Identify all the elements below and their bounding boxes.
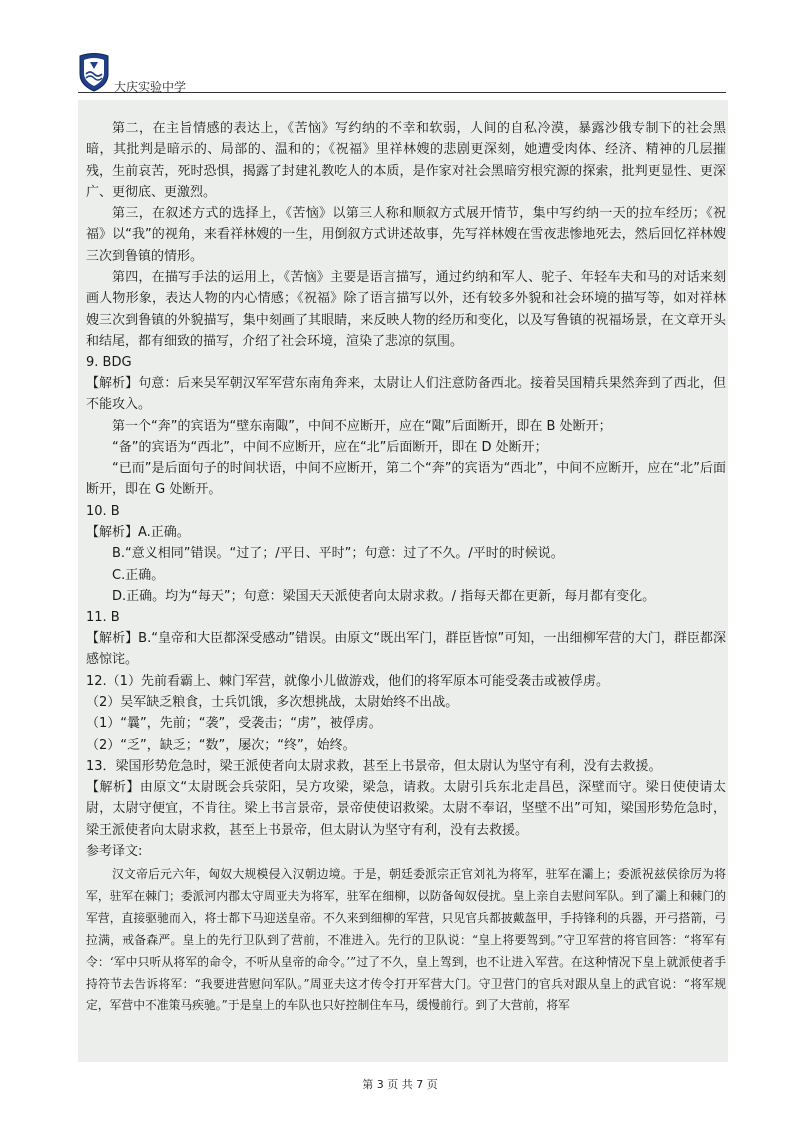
answer-12-2: （2）吴军缺乏粮食，士兵饥饿，多次想挑战，太尉始终不出战。 [86, 695, 459, 710]
explanation-10-c: C.正确。 [112, 568, 165, 583]
explanation-11: 【解析】B.“皇帝和大臣都深受感动”错误。由原文“既出军门，群臣皆惊”可知，一出细柳军营的大门，群臣都深感惊诧。 [86, 631, 726, 668]
answer-content [78, 100, 728, 1062]
explanation-13: 【解析】由原文“太尉既会兵荥阳，吴方攻梁，梁急，请救。太尉引兵东北走昌邑，深壁而守。梁日使使请太尉，太尉守便宜，不肯往。梁上书言景帝，景帝使使诏救梁。太尉不奉诏，坚壁不出”可知，梁国形势危急时，梁王派使者向太尉求救，甚至上书景帝，但太尉认为坚守有利，没有去救援。 [86, 780, 726, 838]
analysis-paragraph-4: 第四，在描写手法的运用上，《苦恼》主要是语言描写，通过约纳和军人、驼子、年轻车夫和马的对话来刻画人物形象，表达人物的内心情感；《祝福》除了语言描写以外，还有较多外貌和社会环境的描写等，如对祥林嫂三次到鲁镇的外貌描写，集中刻画了其眼睛，来反映人物的经历和变化，以及写鲁镇的祝福场景，在文章开头和结尾，都有细致的描写，介绍了社会环境，渲染了悲凉的氛围。 [86, 270, 726, 349]
answer-9: 9. BDG [86, 355, 132, 370]
translation-heading: 参考译文: [86, 844, 143, 859]
explanation-10-a: 【解析】A.正确。 [86, 525, 190, 540]
answer-12-1: 12.（1）先前看霸上、棘门军营，就像小儿做游戏，他们的将军原本可能受袭击或被俘虏。 [86, 674, 609, 689]
school-name: 大庆实验中学 [114, 80, 187, 94]
answer-13: 13．梁国形势危急时，梁王派使者向太尉求救，甚至上书景帝，但太尉认为坚守有利，没有去救援。 [86, 759, 662, 774]
explanation-9-point-d: “备”的宾语为“西北”，中间不应断开，应在“北”后面断开，即在 D 处断开； [112, 440, 548, 455]
explanation-10-b: B.“意义相同”错误。“过了；/平日、平时”；句意：过了不久。/平时的时候说。 [112, 546, 564, 561]
page-number: 第 3 页 共 7 页 [362, 1078, 438, 1091]
explanation-9-point-g: “已而”是后面句子的时间状语，中间不应断开，第二个“奔”的宾语为“西北”，中间不应断开，应在“北”后面断开，即在 G 处断开。 [86, 461, 726, 498]
analysis-paragraph-2: 第二，在主旨情感的表达上，《苦恼》写约纳的不幸和软弱，人间的自私冷漠，暴露沙俄专制下的社会黑暗，其批判是暗示的、局部的、温和的；《祝福》里祥林嫂的悲剧更深刻，她遭受肉体、经济、精神的几层摧残，生前哀苦，死时恐惧，揭露了封建礼教吃人的本质，是作家对社会黑暗穷根究源的探索，批判更显性、更深广、更彻底、更激烈。 [86, 121, 726, 200]
explanation-9-point-b: 第一个“奔”的宾语为“壁东南陬”，中间不应断开，应在“陬”后面断开，即在 B 处断开； [112, 419, 612, 434]
school-crest-icon [76, 52, 112, 92]
header-divider [78, 92, 726, 93]
translation-text: 汉文帝后元六年，匈奴大规模侵入汉朝边境。于是，朝廷委派宗正官刘礼为将军，驻军在灞上；委派祝兹侯徐厉为将军，驻军在棘门；委派河内郡太守周亚夫为将军，驻军在细柳，以防备匈奴侵扰。皇上亲自去慰问军队。到了灞上和棘门的军营，直接驱驰而入，将士都下马迎送皇帝。不久来到细柳的军营，只见官兵都披戴盔甲，手持锋利的兵器，开弓搭箭，弓拉满，戒备森严。皇上的先行卫队到了营前，不准进入。先行的卫队说：“皇上将要驾到。”守卫军营的将官回答：“将军有令：‘军中只听从将军的命令，不听从皇帝的命令。’”过了不久，皇上驾到，也不让进入军营。在这种情况下皇上就派使者手持符节去告诉将军：“我要进营慰问军队。”周亚夫这才传令打开军营大门。守卫营门的官兵对跟从皇上的武官说：“将军规定，军营中不准策马疾驰。”于是皇上的车队也只好控制住车马，缓慢前行。到了大营前，将军 [86, 867, 726, 1013]
explanation-9: 【解析】句意：后来吴军朝汉军军营东南角奔来，太尉让人们注意防备西北。接着吴国精兵果然奔到了西北，但不能攻入。 [86, 376, 726, 413]
explanation-10-d: D.正确。均为“每天”；句意：梁国天天派使者向太尉求救。/ 指每天都在更新，每月都有变化。 [112, 589, 656, 604]
explanation-12-1: （1）“曩”，先前；“袭”，受袭击；“虏”，被俘虏。 [86, 716, 382, 731]
answer-11: 11. B [86, 610, 120, 625]
explanation-12-2: （2）“乏”，缺乏；“数”，屡次；“终”，始终。 [86, 738, 356, 753]
answer-10: 10. B [86, 504, 120, 519]
analysis-paragraph-3: 第三，在叙述方式的选择上，《苦恼》以第三人称和顺叙方式展开情节，集中写约纳一天的拉车经历；《祝福》以“我”的视角，来看祥林嫂的一生，用倒叙方式讲述故事，先写祥林嫂在雪夜悲惨地死去，然后回忆祥林嫂三次到鲁镇的情形。 [86, 206, 726, 264]
